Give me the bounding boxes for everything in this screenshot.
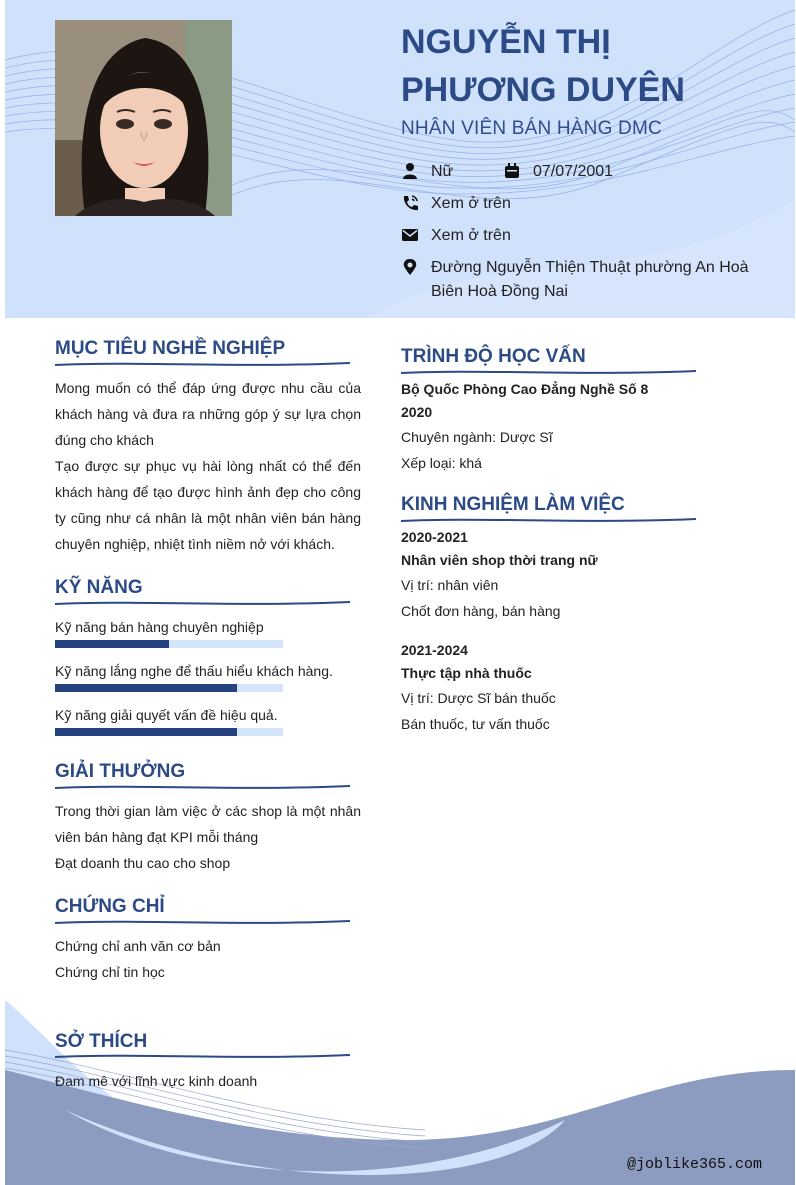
objective-paragraph-2: Tạo được sự phục vụ hài lòng nhất có thể đến khách hàng để tạo được hình ảnh đẹp cho công ty cũng như cá nhân là một nhân viên bán hàng chuyên nghiệp, nhiệt tình niềm nở với khách. bbox=[55, 458, 361, 552]
name-line-2: PHƯƠNG DUYÊN bbox=[401, 71, 685, 109]
hobbies-title-underline bbox=[55, 1051, 350, 1061]
objective-text bbox=[55, 375, 361, 557]
education-major: Chuyên ngành: Dược Sĩ bbox=[401, 429, 553, 445]
experience-period: 2021-2024 bbox=[401, 642, 468, 658]
location-pin-icon bbox=[401, 258, 419, 276]
phone-value: Xem ở trên bbox=[431, 195, 511, 212]
education-title-underline bbox=[401, 367, 696, 377]
school-name: Bộ Quốc Phòng Cao Đẳng Nghề Số 8 bbox=[401, 381, 649, 397]
education-title: TRÌNH ĐỘ HỌC VẤN bbox=[401, 346, 586, 367]
certificate-item: Chứng chỉ tin học bbox=[55, 964, 165, 980]
email-value: Xem ở trên bbox=[431, 227, 511, 244]
objective-title: MỤC TIÊU NGHỀ NGHIỆP bbox=[55, 338, 286, 359]
address-line-1: Đường Nguyễn Thiện Thuật phường An Hoà bbox=[431, 259, 749, 276]
skill-bar-fill bbox=[55, 640, 169, 648]
job-title: NHÂN VIÊN BÁN HÀNG DMC bbox=[401, 118, 662, 139]
experience-company: Nhân viên shop thời trang nữ bbox=[401, 552, 598, 568]
graduation-year: 2020 bbox=[401, 404, 433, 420]
awards-title: GIẢI THƯỞNG bbox=[55, 761, 186, 782]
certificates-list bbox=[55, 933, 361, 985]
person-icon bbox=[401, 162, 419, 180]
birthday-value: 07/07/2001 bbox=[533, 163, 614, 180]
skill-bar-track bbox=[55, 728, 283, 736]
skill-bar-fill bbox=[55, 728, 237, 736]
experience-position: Vị trí: Dược Sĩ bán thuốc bbox=[401, 690, 556, 706]
skill-label: Kỹ năng bán hàng chuyên nghiệp bbox=[55, 619, 264, 635]
candidate-name bbox=[401, 18, 781, 114]
skill-label: Kỹ năng giải quyết vấn đề hiệu quả. bbox=[55, 707, 278, 723]
awards-text bbox=[55, 798, 361, 876]
address-line-2: Biên Hoà Đồng Nai bbox=[431, 283, 568, 300]
education-block bbox=[401, 378, 701, 476]
phone-icon bbox=[401, 194, 419, 212]
experience-description: Bán thuốc, tư vấn thuốc bbox=[401, 716, 550, 732]
hobbies-title: SỞ THÍCH bbox=[55, 1031, 148, 1052]
calendar-icon bbox=[503, 162, 521, 180]
experience-title-underline bbox=[401, 515, 696, 525]
experience-company: Thực tập nhà thuốc bbox=[401, 665, 532, 681]
award-item: Đạt doanh thu cao cho shop bbox=[55, 855, 231, 871]
skill-bar-fill bbox=[55, 684, 237, 692]
header-banner bbox=[5, 0, 795, 318]
profile-photo bbox=[55, 20, 232, 216]
award-item: Trong thời gian làm việc ở các shop là một nhân viên bán hàng đạt KPI mỗi tháng bbox=[55, 803, 361, 845]
experience-description: Chốt đơn hàng, bán hàng bbox=[401, 603, 561, 619]
skills-title-underline bbox=[55, 598, 350, 608]
experience-period: 2020-2021 bbox=[401, 529, 468, 545]
skill-bar-track bbox=[55, 684, 283, 692]
cv-page bbox=[5, 0, 795, 1185]
skill-bar-track bbox=[55, 640, 283, 648]
certificates-title-underline bbox=[55, 917, 350, 927]
education-grade: Xếp loại: khá bbox=[401, 455, 482, 471]
hobbies-text: Đam mê với lĩnh vực kinh doanh bbox=[55, 1073, 258, 1089]
watermark-text: @joblike365.com bbox=[627, 1156, 763, 1173]
name-line-1: NGUYỄN THỊ bbox=[401, 23, 611, 61]
objective-paragraph-1: Mong muốn có thể đáp ứng được nhu cầu của khách hàng và đưa ra những góp ý sự lựa chọn đúng cho khách bbox=[55, 380, 361, 448]
experience-position: Vị trí: nhân viên bbox=[401, 577, 499, 593]
envelope-icon bbox=[401, 226, 419, 244]
awards-title-underline bbox=[55, 782, 350, 792]
experience-title: KINH NGHIỆM LÀM VIỆC bbox=[401, 494, 625, 515]
gender-value: Nữ bbox=[431, 163, 454, 180]
experience-item bbox=[401, 639, 721, 737]
certificates-title: CHỨNG CHỈ bbox=[55, 896, 165, 917]
objective-title-underline bbox=[55, 359, 350, 369]
skills-title: KỸ NĂNG bbox=[55, 577, 143, 598]
skill-label: Kỹ năng lắng nghe để thấu hiểu khách hàng. bbox=[55, 663, 333, 679]
experience-item bbox=[401, 526, 721, 624]
certificate-item: Chứng chỉ anh văn cơ bản bbox=[55, 938, 221, 954]
